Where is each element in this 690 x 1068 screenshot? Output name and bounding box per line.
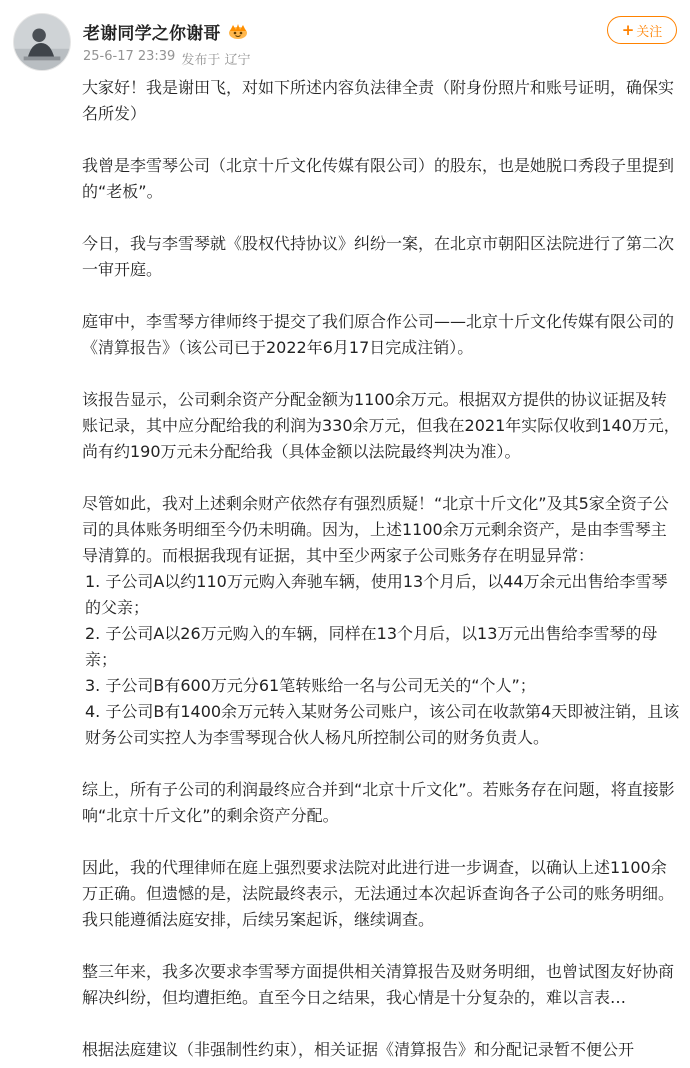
paragraph-assets: 该报告显示，公司剩余资产分配金额为1100余万元。根据双方提供的协议证据及转账记录，其中应分配给我的利润为330余万元，但我在2021年实际仅收到140万元，尚有约190万元未分配给我（具体金额以法院最终判决为准）。: [82, 390, 680, 461]
list-item: 1. 子公司A以约110万元购入奔驰车辆，使用13个月后，以44万余元出售给李雪琴的父亲；: [85, 572, 668, 617]
paragraph-court-advice: 根据法庭建议（非强制性约束），相关证据《清算报告》和分配记录暂不便公开: [82, 1040, 635, 1059]
list-item: 2. 子公司A以26万元购入的车辆，同样在13个月后，以13万元出售给李雪琴的母亲；: [85, 624, 658, 669]
paragraph-trial: 今日，我与李雪琴就《股权代持协议》纠纷一案，在北京市朝阳区法院进行了第二次一审开庭。: [82, 234, 675, 279]
post-timestamp[interactable]: 25-6-17 23:39: [83, 49, 176, 64]
list-item: 4. 子公司B有1400余万元转入某财务公司账户，该公司在收款第4天即被注销，且该财务公司实控人为李雪琴现合伙人杨凡所控制公司的财务负责人。: [85, 702, 680, 747]
paragraph-report: 庭审中，李雪琴方律师终于提交了我们原合作公司——北京十斤文化传媒有限公司的《清算报告》（该公司已于2022年6月17日完成注销）。: [82, 312, 675, 357]
author-name[interactable]: 老谢同学之你谢哥: [83, 23, 221, 44]
avatar[interactable]: [13, 13, 71, 71]
paragraph-lawyer: 因此，我的代理律师在庭上强烈要求法院对此进行进一步调查，以确认上述1100余万正确。但遗憾的是，法院最终表示，无法通过本次起诉查询各子公司的账务明细。我只能遵循法庭安排，后续另案起诉，继续调查。: [82, 858, 675, 929]
avatar-photo-icon: [14, 14, 70, 70]
paragraph-background: 我曾是李雪琴公司（北京十斤文化传媒有限公司）的股东，也是她脱口秀段子里提到的“老板”。: [82, 156, 675, 201]
follow-label: 关注: [636, 24, 663, 40]
paragraph-three-years: 整三年来，我多次要求李雪琴方面提供相关清算报告及财务明细，也曾试图友好协商解决纠纷，但均遭拒绝。直至今日之结果，我心情是十分复杂的，难以言表…: [82, 962, 675, 1007]
post-body: [82, 75, 682, 1063]
post-meta: [83, 49, 250, 68]
author-row: [83, 18, 249, 44]
paragraph-summary: 综上，所有子公司的利润最终应合并到“北京十斤文化”。若账务存在问题，将直接影响“北京十斤文化”的剩余资产分配。: [82, 780, 675, 825]
post-location: 发布于 辽宁: [181, 53, 251, 68]
list-item: 3. 子公司B有600万元分61笔转账给一名与公司无关的“个人”；: [85, 676, 536, 695]
paragraph-doubts: 尽管如此，我对上述剩余财产依然存有强烈质疑！“北京十斤文化”及其5家全资子公司的具体账务明细至今仍未明确。因为，上述1100余万元剩余资产，是由李雪琴主导清算的。而根据我现有证据，其中至少两家子公司账务存在明显异常：: [82, 494, 669, 565]
vip-crown-icon[interactable]: [227, 22, 249, 40]
follow-button[interactable]: [607, 16, 677, 44]
plus-icon: +: [621, 20, 635, 39]
paragraph-intro: 大家好！我是谢田飞，对如下所述内容负法律全责（附身份照片和账号证明，确保实名所发）: [82, 78, 675, 123]
